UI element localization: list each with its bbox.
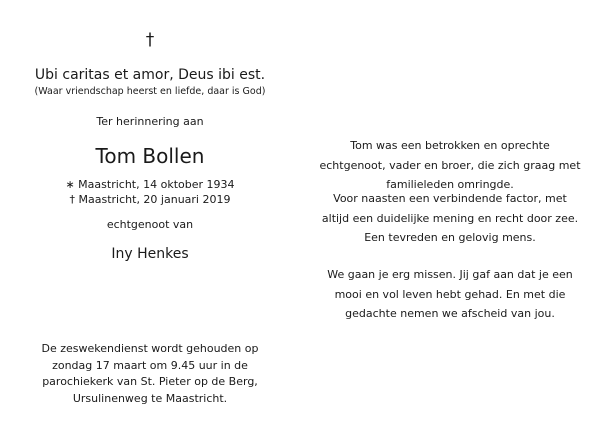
tribute-line: We gaan je erg missen. Jij gaf aan dat je een	[327, 268, 573, 281]
tribute-line: mooi en vol leven hebt gehad. En met die	[334, 287, 566, 301]
tribute-line: gedachte nemen we afscheid van jou.	[345, 307, 555, 320]
tribute-line: familieleden omringde.	[386, 178, 514, 191]
death-line: † Maastricht, 20 januari 2019	[69, 193, 231, 206]
service-notice	[10, 341, 290, 407]
cross-icon: †	[145, 30, 155, 50]
tribute-paragraph	[300, 189, 600, 248]
motto-translation: (Waar vriendschap heerst en liefde, daar is God)	[34, 86, 266, 97]
service-line: Ursulinenweg te Maastricht.	[72, 391, 228, 405]
deceased-name: Tom Bollen	[95, 144, 205, 168]
spouse-intro: echtgenoot van	[106, 218, 194, 231]
tribute-line: altijd een duidelijke mening en recht door zee.	[321, 211, 579, 225]
tribute-paragraph	[300, 265, 600, 324]
tribute-line: Voor naasten een verbindende factor, met	[333, 192, 567, 205]
tribute-line: Een tevreden en gelovig mens.	[364, 231, 536, 244]
spouse-name: Iny Henkes	[111, 246, 189, 262]
tribute-paragraph	[300, 136, 600, 195]
service-line: De zeswekendienst wordt gehouden op	[41, 342, 259, 355]
tribute-line: echtgenoot, vader en broer, die zich graag met	[319, 158, 581, 172]
tribute-line: Tom was een betrokken en oprechte	[350, 139, 550, 152]
memorial-intro: Ter herinnering aan	[96, 115, 204, 128]
service-line: parochiekerk van St. Pieter op de Berg,	[42, 375, 258, 388]
birth-line: ∗ Maastricht, 14 oktober 1934	[65, 178, 235, 191]
service-line: zondag 17 maart om 9.45 uur in de	[52, 358, 248, 372]
motto: Ubi caritas et amor, Deus ibi est.	[34, 67, 266, 83]
